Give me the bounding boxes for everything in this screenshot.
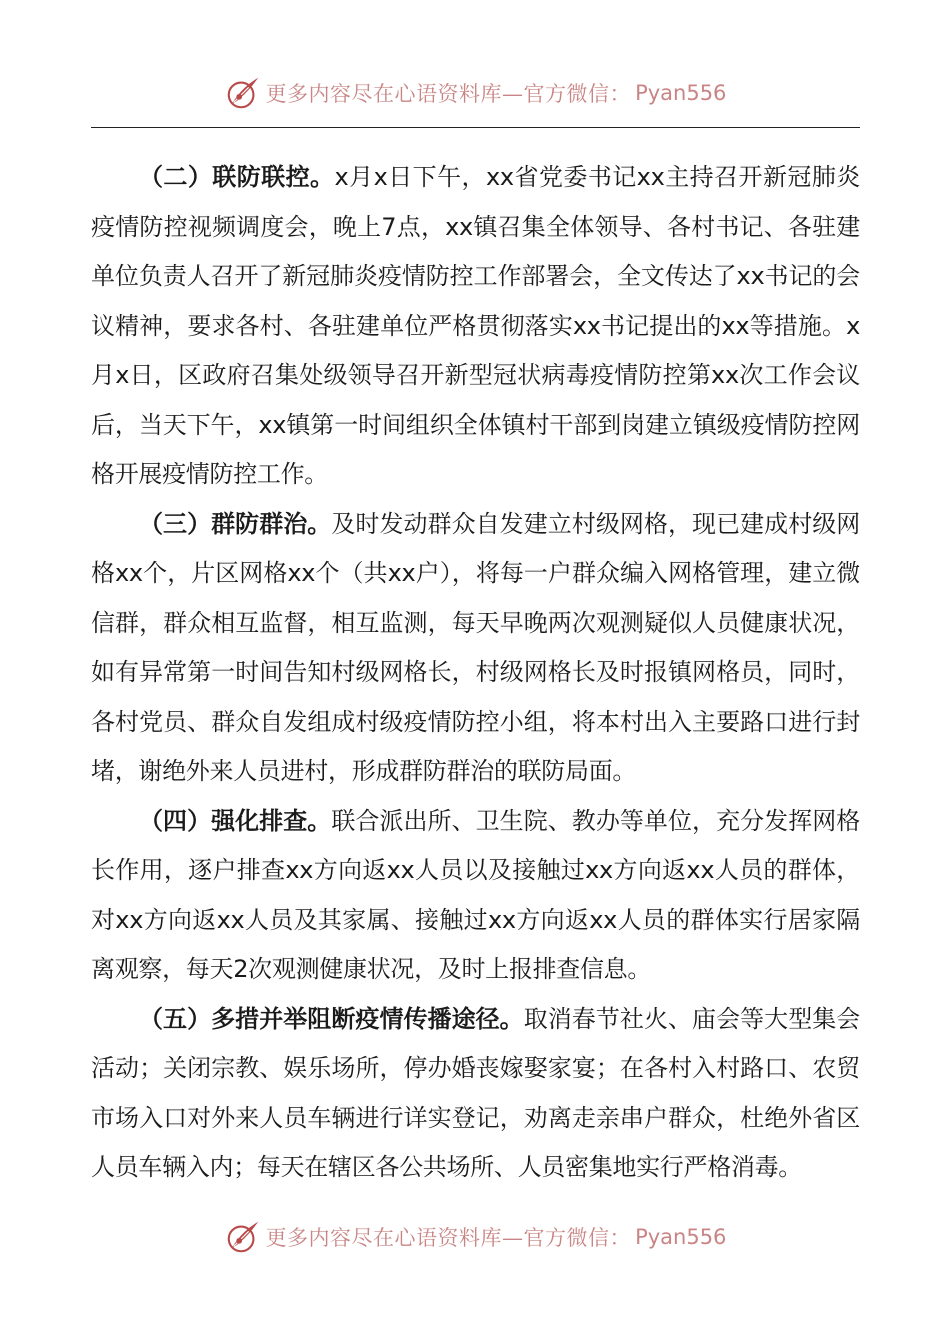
watermark-text: 更多内容尽在心语资料库—官方微信： (265, 1226, 632, 1250)
watermark-handle: Pyan556 (635, 1225, 727, 1249)
paragraph-text: x月x日下午，xx省党委书记xx主持召开新冠肺炎疫情防控视频调度会，晚上7点，xx镇召集全体领导、各村书记、各驻建单位负责人召开了新冠肺炎疫情防控工作部署会，全文传达了xx书记的会议精神，要求各村、各驻建单位严格贯彻落实xx书记提出的xx等措施。x月x日，区政府召集处级领导召开新型冠状病毒疫情防控第xx次工作会议后，当天下午，xx镇第一时间组织全体镇村干部到岗建立镇级疫情防控网格开展疫情防控工作。 (91, 163, 860, 488)
paragraph-heading: （五）多措并举阻断疫情传播途径。 (139, 1004, 524, 1033)
header-watermark (0, 71, 950, 115)
paragraph-joint-prevention (91, 153, 860, 500)
paragraph-text: 联合派出所、卫生院、教办等单位，充分发挥网格长作用，逐户排查xx方向返xx人员以及接触过xx方向返xx人员的群体，对xx方向返xx人员及其家属、接触过xx方向返xx人员的群体实行居家隔离观察，每天2次观测健康状况，及时上报排查信息。 (91, 806, 860, 983)
paragraph-heading: （四）强化排查。 (139, 806, 332, 835)
footer-watermark (0, 1215, 950, 1259)
paragraph-heading: （三）群防群治。 (139, 509, 332, 538)
paragraph-text: 及时发动群众自发建立村级网格，现已建成村级网格xx个，片区网格xx个（共xx户），将每一户群众编入网格管理，建立微信群，群众相互监督，相互监测，每天早晚两次观测疑似人员健康状况，如有异常第一时间告知村级网格长，村级网格长及时报镇网格员，同时，各村党员、群众自发组成村级疫情防控小组，将本村出入主要路口进行封堵，谢绝外来人员进村，形成群防群治的联防局面。 (91, 509, 860, 785)
watermark-text: 更多内容尽在心语资料库—官方微信： (265, 82, 632, 106)
watermark-handle: Pyan556 (635, 81, 727, 105)
quill-logo-icon (224, 1218, 262, 1256)
document-body (91, 153, 860, 1193)
quill-logo-icon (224, 74, 262, 112)
paragraph-text: 取消春节社火、庙会等大型集会活动；关闭宗教、娱乐场所，停办婚丧嫁娶家宴；在各村入村路口、农贸市场入口对外来人员车辆进行详实登记，劝离走亲串户群众，杜绝外省区人员车辆入内；每天在辖区各公共场所、人员密集地实行严格消毒。 (91, 1004, 860, 1181)
paragraph-heading: （二）联防联控。 (139, 163, 335, 191)
paragraph-screening (91, 797, 860, 995)
paragraph-block-transmission (91, 995, 860, 1193)
header-divider (91, 127, 860, 128)
paragraph-mass-prevention (91, 500, 860, 797)
